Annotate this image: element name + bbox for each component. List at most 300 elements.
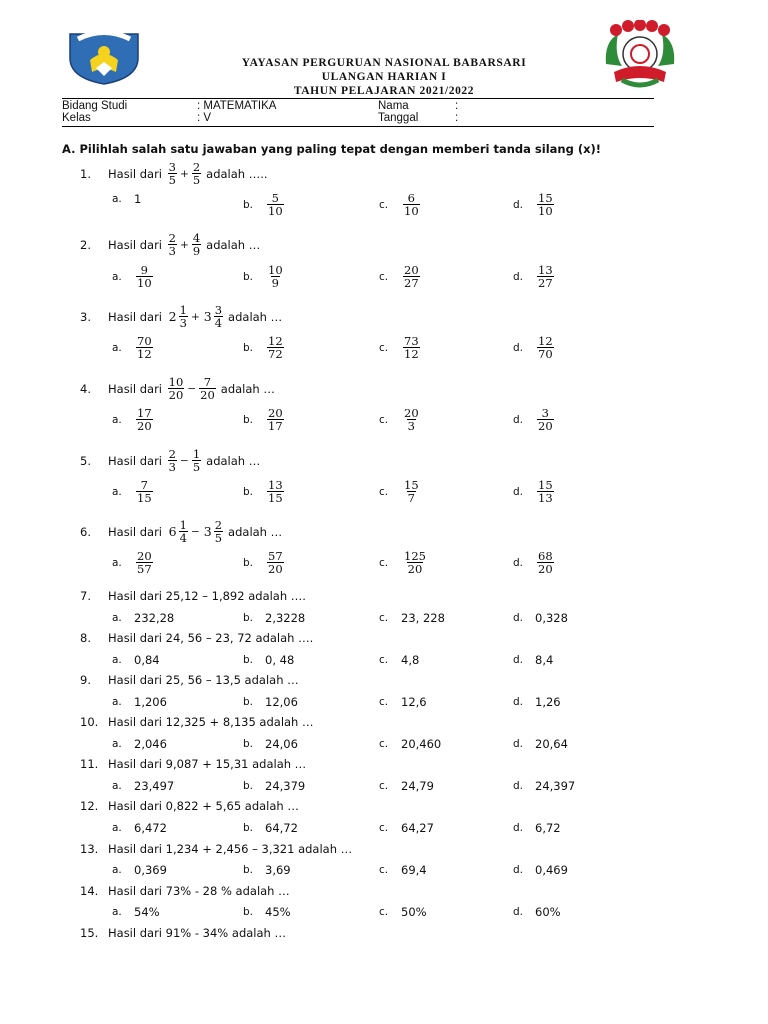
question-9 <box>80 673 299 687</box>
option-letter: c. <box>379 270 389 283</box>
option-6-a[interactable] <box>112 550 155 575</box>
option-letter: b. <box>243 654 254 666</box>
numerator: 7 <box>140 478 148 492</box>
denominator: 57 <box>137 562 152 576</box>
fraction <box>403 335 420 360</box>
option-1-a[interactable] <box>112 192 141 206</box>
denominator: 5 <box>192 173 201 187</box>
fraction <box>179 519 188 544</box>
denominator: 12 <box>137 347 152 361</box>
option-2-a[interactable] <box>112 264 155 289</box>
option-letter: b. <box>243 270 254 283</box>
option-value: 4,8 <box>401 653 420 667</box>
question-11 <box>80 757 306 771</box>
option-14-b[interactable] <box>243 905 291 919</box>
option-letter: b. <box>243 485 254 498</box>
option-3-b[interactable] <box>243 335 286 360</box>
option-value: 24,79 <box>401 779 434 793</box>
option-7-d[interactable] <box>513 611 568 625</box>
operator: − <box>180 454 189 467</box>
option-6-b[interactable] <box>243 550 286 575</box>
option-letter: a. <box>112 556 122 569</box>
option-9-d[interactable] <box>513 695 561 709</box>
option-letter: a. <box>112 738 122 750</box>
denominator: 3 <box>407 419 415 433</box>
option-letter: d. <box>513 556 524 569</box>
option-letter: c. <box>379 556 389 569</box>
question-text: Hasil dari 0,822 + 5,65 adalah … <box>108 799 299 813</box>
numerator: 7 <box>203 375 212 389</box>
fraction <box>192 448 201 473</box>
exam-title: ULANGAN HARIAN I <box>321 71 447 83</box>
option-value: 24,397 <box>535 779 576 793</box>
option-value: 20,64 <box>535 737 568 751</box>
question-suffix: adalah … <box>206 237 261 252</box>
option-letter: a. <box>112 864 122 876</box>
option-13-c[interactable] <box>379 863 427 877</box>
option-value: 8,4 <box>535 653 554 667</box>
option-5-d[interactable] <box>513 479 556 504</box>
option-value: 0, 48 <box>265 653 295 667</box>
fraction <box>537 192 554 217</box>
header-rule-top <box>62 98 654 99</box>
question-suffix: adalah … <box>220 381 275 396</box>
option-8-b[interactable] <box>243 653 294 667</box>
question-suffix: adalah ….. <box>206 166 268 181</box>
denominator: 20 <box>407 562 423 576</box>
question-4 <box>80 376 275 401</box>
numerator: 1 <box>192 447 201 461</box>
operator: + <box>180 167 189 180</box>
date-field: : <box>455 112 459 124</box>
option-8-d[interactable] <box>513 653 553 667</box>
option-1-c[interactable] <box>379 192 422 217</box>
denominator: 9 <box>192 244 201 258</box>
fraction <box>537 335 554 360</box>
numerator: 3 <box>168 160 176 174</box>
denominator: 15 <box>137 491 152 505</box>
option-5-a[interactable] <box>112 479 155 504</box>
option-3-d[interactable] <box>513 335 556 360</box>
question-prefix: Hasil dari <box>108 453 166 468</box>
question-prefix: Hasil dari <box>108 166 166 181</box>
option-14-d[interactable] <box>513 905 561 919</box>
option-10-a[interactable] <box>112 737 167 751</box>
option-letter: a. <box>112 341 122 354</box>
option-letter: d. <box>513 654 524 666</box>
option-value: 6,72 <box>535 821 561 835</box>
question-number: 13. <box>80 842 99 856</box>
numerator: 2 <box>168 447 176 461</box>
question-13 <box>80 842 352 856</box>
denominator: 72 <box>268 347 283 361</box>
option-value: 50% <box>401 905 427 919</box>
question-14 <box>80 884 290 898</box>
fraction <box>403 264 420 289</box>
academic-year: TAHUN PELAJARAN 2021/2022 <box>293 85 475 97</box>
option-9-b[interactable] <box>243 695 298 709</box>
question-text: Hasil dari 1,234 + 2,456 – 3,321 adalah … <box>108 842 353 856</box>
option-1-b[interactable] <box>243 192 286 217</box>
fraction <box>403 550 427 575</box>
numerator: 70 <box>137 334 152 348</box>
numerator: 2 <box>168 231 176 245</box>
option-value: 2,3228 <box>265 611 306 625</box>
question-text: Hasil dari 25, 56 – 13,5 adalah … <box>108 673 299 687</box>
denominator: 20 <box>538 562 553 576</box>
question-number: 3. <box>80 309 91 324</box>
denominator: 3 <box>179 316 187 330</box>
numerator: 125 <box>404 549 426 563</box>
question-number: 10. <box>80 715 99 729</box>
numerator: 10 <box>168 375 184 389</box>
option-letter: d. <box>513 413 524 426</box>
option-12-b[interactable] <box>243 821 298 835</box>
class-value: : V <box>197 112 212 124</box>
question-suffix: adalah … <box>206 453 261 468</box>
denominator: 3 <box>168 244 176 258</box>
denominator: 7 <box>407 491 415 505</box>
question-number: 14. <box>80 884 99 898</box>
denominator: 4 <box>214 316 223 330</box>
option-13-b[interactable] <box>243 863 291 877</box>
option-value: 64,72 <box>265 821 298 835</box>
numerator: 20 <box>404 406 419 420</box>
operator: + <box>180 238 189 251</box>
fraction <box>168 161 177 186</box>
option-letter: b. <box>243 612 254 624</box>
question-suffix: adalah … <box>228 524 283 539</box>
section-instruction: A. Pilihlah salah satu jawaban yang paling tepat dengan memberi tanda silang (x)! <box>62 142 601 156</box>
name-label: Nama <box>378 100 409 112</box>
fraction <box>168 376 185 401</box>
numerator: 1 <box>179 518 187 532</box>
denominator: 12 <box>404 347 419 361</box>
denominator: 20 <box>168 388 184 402</box>
option-letter: d. <box>513 738 524 750</box>
option-letter: a. <box>112 654 122 666</box>
option-7-c[interactable] <box>379 611 445 625</box>
numerator: 4 <box>192 231 201 245</box>
question-3 <box>80 304 282 329</box>
option-value: 0,369 <box>134 863 167 877</box>
question-number: 6. <box>80 524 91 539</box>
fraction <box>199 376 216 401</box>
question-number: 1. <box>80 166 91 181</box>
question-text: Hasil dari 12,325 + 8,135 adalah … <box>108 715 314 729</box>
whole-number: 2 <box>168 309 177 324</box>
option-value: 23, 228 <box>401 611 445 625</box>
option-11-a[interactable] <box>112 779 174 793</box>
numerator: 57 <box>268 549 283 563</box>
option-5-c[interactable] <box>379 479 422 504</box>
option-letter: c. <box>379 864 389 876</box>
numerator: 68 <box>538 549 553 563</box>
numerator: 2 <box>214 518 223 532</box>
fraction <box>168 232 177 257</box>
option-letter: d. <box>513 780 524 792</box>
option-12-c[interactable] <box>379 821 434 835</box>
fraction <box>403 407 420 432</box>
numerator: 5 <box>271 191 279 205</box>
option-letter: d. <box>513 270 524 283</box>
denominator: 3 <box>168 460 176 474</box>
option-letter: c. <box>379 738 389 750</box>
option-6-c[interactable] <box>379 550 429 575</box>
numerator: 17 <box>137 406 152 420</box>
option-value: 6,472 <box>134 821 167 835</box>
option-4-b[interactable] <box>243 407 286 432</box>
question-prefix: Hasil dari <box>108 524 166 539</box>
school-name: YAYASAN PERGURUAN NASIONAL BABARSARI <box>241 57 527 69</box>
option-letter: c. <box>379 696 389 708</box>
option-6-d[interactable] <box>513 550 556 575</box>
denominator: 5 <box>192 460 201 474</box>
subject-label: Bidang Studi <box>62 100 128 112</box>
option-letter: a. <box>112 193 122 205</box>
numerator: 20 <box>404 263 419 277</box>
numerator: 20 <box>137 549 152 563</box>
whole-number: 6 <box>168 524 177 539</box>
option-letter: b. <box>243 556 254 569</box>
option-12-d[interactable] <box>513 821 561 835</box>
denominator: 20 <box>538 419 553 433</box>
option-7-a[interactable] <box>112 611 174 625</box>
option-value: 0,84 <box>134 653 160 667</box>
fraction <box>537 479 554 504</box>
fraction <box>192 161 201 186</box>
denominator: 15 <box>268 491 283 505</box>
denominator: 17 <box>268 419 283 433</box>
option-2-c[interactable] <box>379 264 422 289</box>
numerator: 3 <box>541 406 549 420</box>
denominator: 10 <box>268 204 283 218</box>
question-prefix: Hasil dari <box>108 381 166 396</box>
option-value: 60% <box>535 905 561 919</box>
option-letter: d. <box>513 696 524 708</box>
option-2-b[interactable] <box>243 264 286 289</box>
question-number: 11. <box>80 757 99 771</box>
option-8-a[interactable] <box>112 653 160 667</box>
denominator: 20 <box>137 419 152 433</box>
question-number: 8. <box>80 631 91 645</box>
option-letter: d. <box>513 612 524 624</box>
denominator: 10 <box>137 276 152 290</box>
question-12 <box>80 799 299 813</box>
option-11-b[interactable] <box>243 779 305 793</box>
option-11-d[interactable] <box>513 779 575 793</box>
fraction <box>267 407 284 432</box>
option-5-b[interactable] <box>243 479 286 504</box>
option-12-a[interactable] <box>112 821 167 835</box>
option-letter: d. <box>513 906 524 918</box>
question-number: 15. <box>80 926 99 940</box>
option-4-d[interactable] <box>513 407 556 432</box>
numerator: 10 <box>268 263 283 277</box>
question-10 <box>80 715 314 729</box>
fraction <box>537 550 554 575</box>
option-letter: a. <box>112 906 122 918</box>
option-9-a[interactable] <box>112 695 167 709</box>
option-letter: c. <box>379 654 389 666</box>
question-15 <box>80 926 286 940</box>
fraction <box>267 264 284 289</box>
question-2 <box>80 232 260 257</box>
option-letter: d. <box>513 822 524 834</box>
option-value: 232,28 <box>134 611 175 625</box>
option-letter: b. <box>243 413 254 426</box>
numerator: 15 <box>404 478 419 492</box>
question-prefix: Hasil dari <box>108 309 166 324</box>
option-value: 12,06 <box>265 695 298 709</box>
header-rule-bottom <box>62 126 654 127</box>
option-letter: a. <box>112 270 122 283</box>
fraction <box>267 192 284 217</box>
option-letter: a. <box>112 413 122 426</box>
option-1-d[interactable] <box>513 192 556 217</box>
question-number: 5. <box>80 453 91 468</box>
fraction <box>179 304 188 329</box>
option-14-a[interactable] <box>112 905 160 919</box>
fraction <box>267 550 284 575</box>
question-number: 12. <box>80 799 99 813</box>
question-text: Hasil dari 9,087 + 15,31 adalah … <box>108 757 307 771</box>
numerator: 12 <box>538 334 553 348</box>
fraction <box>136 479 153 504</box>
option-value: 64,27 <box>401 821 434 835</box>
option-value: 23,497 <box>134 779 175 793</box>
fraction <box>537 264 554 289</box>
numerator: 1 <box>179 303 187 317</box>
option-13-d[interactable] <box>513 863 568 877</box>
denominator: 4 <box>179 531 187 545</box>
operator: − <box>187 382 197 395</box>
fraction <box>537 407 554 432</box>
option-letter: d. <box>513 864 524 876</box>
option-value: 24,06 <box>265 737 298 751</box>
fraction <box>214 304 223 329</box>
option-letter: c. <box>379 198 389 211</box>
name-field: : <box>455 100 459 112</box>
option-4-c[interactable] <box>379 407 422 432</box>
option-value: 20,460 <box>401 737 442 751</box>
option-letter: c. <box>379 822 389 834</box>
fraction <box>136 264 153 289</box>
question-number: 9. <box>80 673 91 687</box>
option-letter: b. <box>243 906 254 918</box>
option-4-a[interactable] <box>112 407 155 432</box>
option-2-d[interactable] <box>513 264 556 289</box>
denominator: 5 <box>168 173 176 187</box>
class-label: Kelas <box>62 112 91 124</box>
option-letter: b. <box>243 696 254 708</box>
question-text: Hasil dari 25,12 – 1,892 adalah …. <box>108 589 306 603</box>
option-letter: a. <box>112 696 122 708</box>
option-3-c[interactable] <box>379 335 422 360</box>
date-label: Tanggal <box>378 112 419 124</box>
numerator: 2 <box>192 160 201 174</box>
option-10-b[interactable] <box>243 737 298 751</box>
option-letter: b. <box>243 780 254 792</box>
question-suffix: adalah … <box>228 309 283 324</box>
numerator: 15 <box>538 478 553 492</box>
option-value: 1,206 <box>134 695 167 709</box>
option-13-a[interactable] <box>112 863 167 877</box>
option-value: 1 <box>134 192 142 206</box>
denominator: 9 <box>271 276 279 290</box>
option-3-a[interactable] <box>112 335 155 360</box>
option-letter: b. <box>243 822 254 834</box>
option-9-c[interactable] <box>379 695 427 709</box>
denominator: 10 <box>404 204 419 218</box>
question-6 <box>80 519 282 544</box>
option-value: 3,69 <box>265 863 291 877</box>
option-value: 1,26 <box>535 695 561 709</box>
option-letter: b. <box>243 341 254 354</box>
question-text: Hasil dari 24, 56 – 23, 72 adalah …. <box>108 631 314 645</box>
whole-number: 3 <box>203 524 212 539</box>
question-5 <box>80 448 260 473</box>
numerator: 15 <box>538 191 553 205</box>
option-letter: c. <box>379 341 389 354</box>
option-11-c[interactable] <box>379 779 434 793</box>
operator: + <box>190 310 200 323</box>
numerator: 3 <box>214 303 223 317</box>
fraction <box>136 407 153 432</box>
option-value: 0,469 <box>535 863 568 877</box>
option-8-c[interactable] <box>379 653 419 667</box>
fraction <box>267 479 284 504</box>
denominator: 5 <box>214 531 223 545</box>
question-prefix: Hasil dari <box>108 237 166 252</box>
denominator: 20 <box>200 388 215 402</box>
subject-value: : MATEMATIKA <box>197 100 277 112</box>
numerator: 6 <box>407 191 415 205</box>
option-letter: a. <box>112 612 122 624</box>
fraction <box>214 519 223 544</box>
option-7-b[interactable] <box>243 611 305 625</box>
option-10-d[interactable] <box>513 737 568 751</box>
numerator: 73 <box>404 334 419 348</box>
option-10-c[interactable] <box>379 737 441 751</box>
fraction <box>403 192 420 217</box>
denominator: 13 <box>538 491 553 505</box>
option-value: 0,328 <box>535 611 568 625</box>
option-letter: c. <box>379 485 389 498</box>
option-letter: a. <box>112 780 122 792</box>
question-number: 7. <box>80 589 91 603</box>
option-letter: b. <box>243 864 254 876</box>
option-value: 2,046 <box>134 737 167 751</box>
option-letter: d. <box>513 341 524 354</box>
option-value: 45% <box>265 905 291 919</box>
fraction <box>403 479 420 504</box>
fraction <box>192 232 201 257</box>
question-number: 4. <box>80 381 91 396</box>
option-letter: b. <box>243 738 254 750</box>
option-14-c[interactable] <box>379 905 427 919</box>
operator: − <box>190 525 200 538</box>
question-text: Hasil dari 91% - 34% adalah … <box>108 926 286 940</box>
option-letter: c. <box>379 780 389 792</box>
denominator: 20 <box>268 562 283 576</box>
option-letter: d. <box>513 198 524 211</box>
option-letter: c. <box>379 906 389 918</box>
fraction <box>267 335 284 360</box>
option-letter: c. <box>379 612 389 624</box>
question-8 <box>80 631 313 645</box>
option-value: 12,6 <box>401 695 427 709</box>
